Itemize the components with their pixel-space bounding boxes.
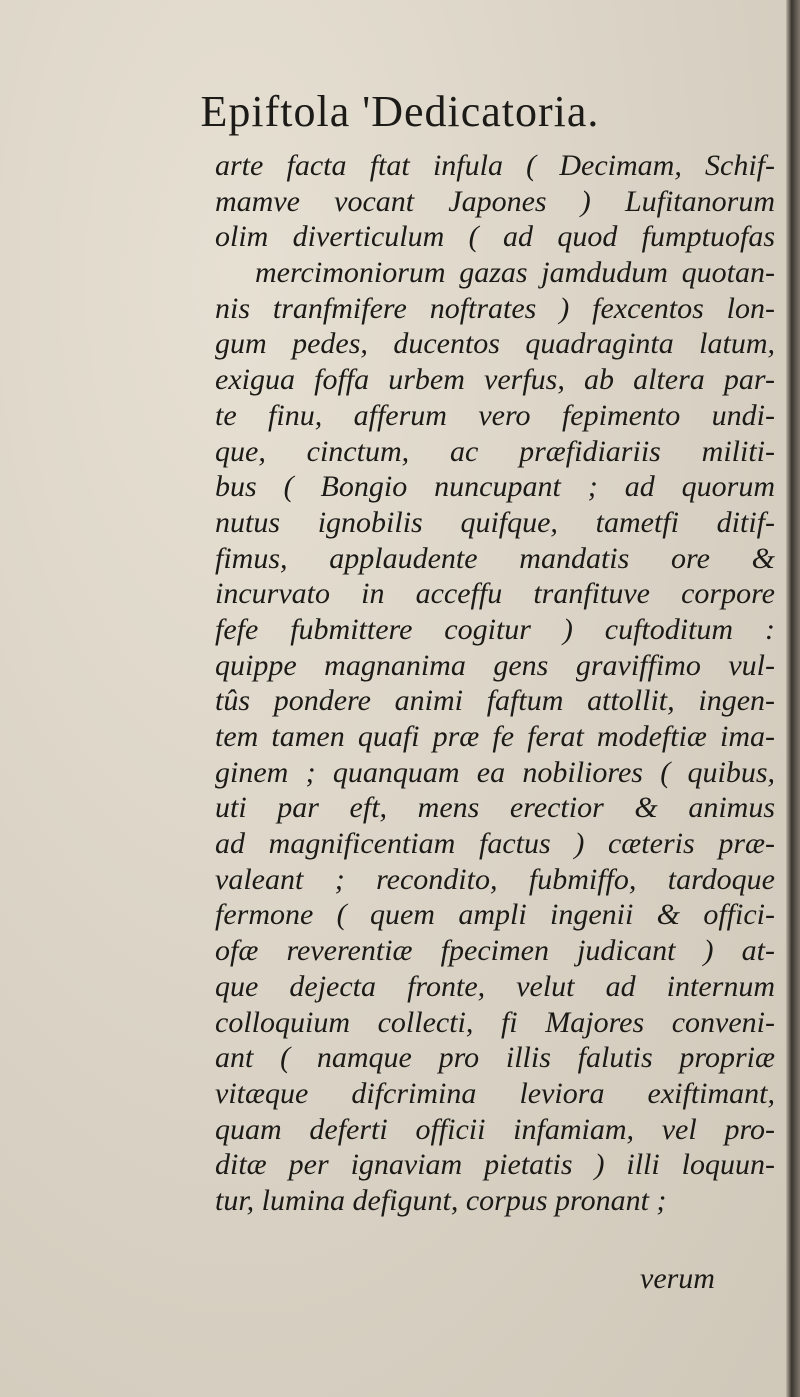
text-line: ad magnificentiam factus ) cæteris præ-: [215, 827, 775, 861]
text-line: fimus, applaudente mandatis ore &: [215, 541, 775, 575]
running-head: Epiftola 'Dedicatoria.: [200, 87, 600, 136]
text-line: quam deferti officii infamiam, vel pro-: [215, 1112, 775, 1146]
text-line: exigua foffa urbem verfus, ab altera par-: [215, 363, 775, 397]
text-line: bus ( Bongio nuncupant ; ad quorum: [215, 470, 775, 504]
text-line: tûs pondere animi faftum attollit, ingen-: [215, 684, 775, 718]
text-line: fermone ( quem ampli ingenii & offici-: [215, 898, 775, 932]
text-line: uti par eft, mens erectior & animus: [215, 791, 775, 825]
text-line: tur, lumina defigunt, corpus pronant ;: [215, 1183, 667, 1217]
text-line: nis tranfmifere noftrates ) fexcentos lon-: [215, 291, 775, 325]
catchword: verum: [640, 1262, 715, 1295]
text-line: valeant ; recondito, fubmiffo, tardoque: [215, 862, 775, 896]
body-text: [215, 148, 775, 1219]
text-line: te finu, afferum vero fepimento undi-: [215, 398, 775, 432]
text-line: incurvato in acceffu tranfituve corpore: [215, 577, 775, 611]
text-line: ofæ reverentiæ fpecimen judicant ) at-: [215, 934, 775, 968]
text-line: ditæ per ignaviam pietatis ) illi loquun-: [215, 1148, 775, 1182]
text-line: mercimoniorum gazas jamdudum quotan-: [255, 256, 775, 290]
text-line: que dejecta fronte, velut ad internum: [215, 969, 775, 1003]
text-line: vitæque difcrimina leviora exiftimant,: [215, 1076, 775, 1110]
text-line: que, cinctum, ac præfidiariis militi-: [215, 434, 775, 468]
text-line: ant ( namque pro illis falutis propriæ: [215, 1041, 775, 1075]
text-line: colloquium collecti, fi Majores conveni-: [215, 1005, 775, 1039]
text-line: fefe fubmittere cogitur ) cuftoditum :: [215, 612, 775, 646]
text-line: tem tamen quafi præ fe ferat modeftiæ ima-: [215, 720, 775, 753]
text-line: ginem ; quanquam ea nobiliores ( quibus,: [215, 755, 775, 789]
text-line: gum pedes, ducentos quadraginta latum,: [215, 327, 775, 361]
text-line: arte facta ftat infula ( Decimam, Schif-: [215, 149, 775, 182]
text-line: olim diverticulum ( ad quod fumptuofas: [215, 220, 775, 254]
text-line: nutus ignobilis quifque, tametfi ditif-: [215, 505, 775, 539]
page-edge-shadow: [786, 0, 800, 1397]
text-line: quippe magnanima gens graviffimo vul-: [215, 648, 775, 682]
text-line: mamve vocant Japones ) Lufitanorum: [215, 184, 775, 218]
